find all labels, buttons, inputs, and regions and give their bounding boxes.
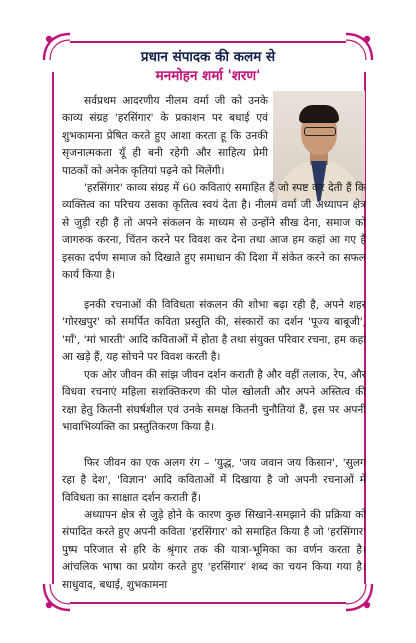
page-title: प्रधान संपादक की कलम से xyxy=(140,49,276,65)
paragraph-6: अध्यापन क्षेत्र से जुड़े होने के कारण कुछ सिखाने-समझाने की प्रक्रिया को संपादित करते हुए अपनी कविता 'हरसिंगार' को समाहित किया है जो 'हरसिंगार' पुष्प परिजात से हरि के श्रृंगार तक की यात्रा-भूमिका का वर्णन करता है। आंचलिक भाषा का प्रयोग करते हुए 'हरसिंगार' शब्द का चयन किया गया है। साधुवाद, बधाई, शुभकामना xyxy=(62,509,366,591)
paragraph-2: 'हरसिंगार' काव्य संग्रह में 60 कविताएं समाहित हैं जो स्पष्ट कर देती हैं कि व्यक्तित्व का परिचय उसका कृतित्व स्वयं देता है। नीलम वर्मा जी अध्यापन क्षेत्र से जुड़ी रही हैं तो अपने संकलन के माध्यम से उन्होंने सीख देना, समाज को जागरुक करना, चिंतन करने पर विवश कर देना तथा आज हम कहां आ गए हैं इसका दर्पण समाज को दिखाते हुए समाधान की दिशा में संकेत करने का सफल कार्य किया है। xyxy=(62,182,366,282)
frame-left-line xyxy=(52,72,54,584)
paragraph-1: सर्वप्रथम आदरणीय नीलम वर्मा जी को उनके काव्य संग्रह 'हरसिंगार' के प्रकाशन पर बधाई एवं शुभकामना प्रेषित करते हुए आशा करता हू कि उनकी सृजनात्मकता यूँ ही बनी रहेगी और साहित्य प्रेमी पाठकों को अनेक कृतियां पढ़ने को मिलेंगी। xyxy=(62,95,268,177)
frame-bottom-line xyxy=(70,602,346,604)
author-name: मनमोहन शर्मा 'शरण' xyxy=(155,68,261,84)
paragraph-4: एक ओर जीवन की सांझ जीवन दर्शन कराती है और वहीं तलाक, रेप, और विधवा रचनाएं महिला सशक्तिकरण की पोल खोलती और अपने अस्तित्व की रक्षा हेतु कितनी संघर्षशील एवं उनके समक्ष कितनी चुनौतियां हैं, इस पर अपनी भावाभिव्यक्ति का प्रस्तुतिकरण किया है। xyxy=(62,369,366,434)
paragraph-5: फिर जीवन का एक अलग रंग – 'युद्ध, 'जय जवान जय किसान', 'सुलग रहा है देश', 'विज्ञान' आदि कविताओं में दिखाया है जो अपनी रचनाओं में विविधता का साक्षात दर्शन कराती हैं। xyxy=(62,457,366,504)
paragraph-3: इनकी रचनाओं की विविधता संकलन की शोभा बढ़ा रही है, अपने शहर 'गोरखपुर' को समर्पित कविता प्रस्तुति की, संस्कारों का दर्शन 'पूज्य बाबूजी', 'माँ', 'मां भारती' आदि कविताओं में होता है तथा संयुक्त परिवार रचना, हम कहां आ खड़े हैं, यह सोचने पर विवश करती है। xyxy=(62,299,366,364)
frame-top-line xyxy=(70,41,346,43)
